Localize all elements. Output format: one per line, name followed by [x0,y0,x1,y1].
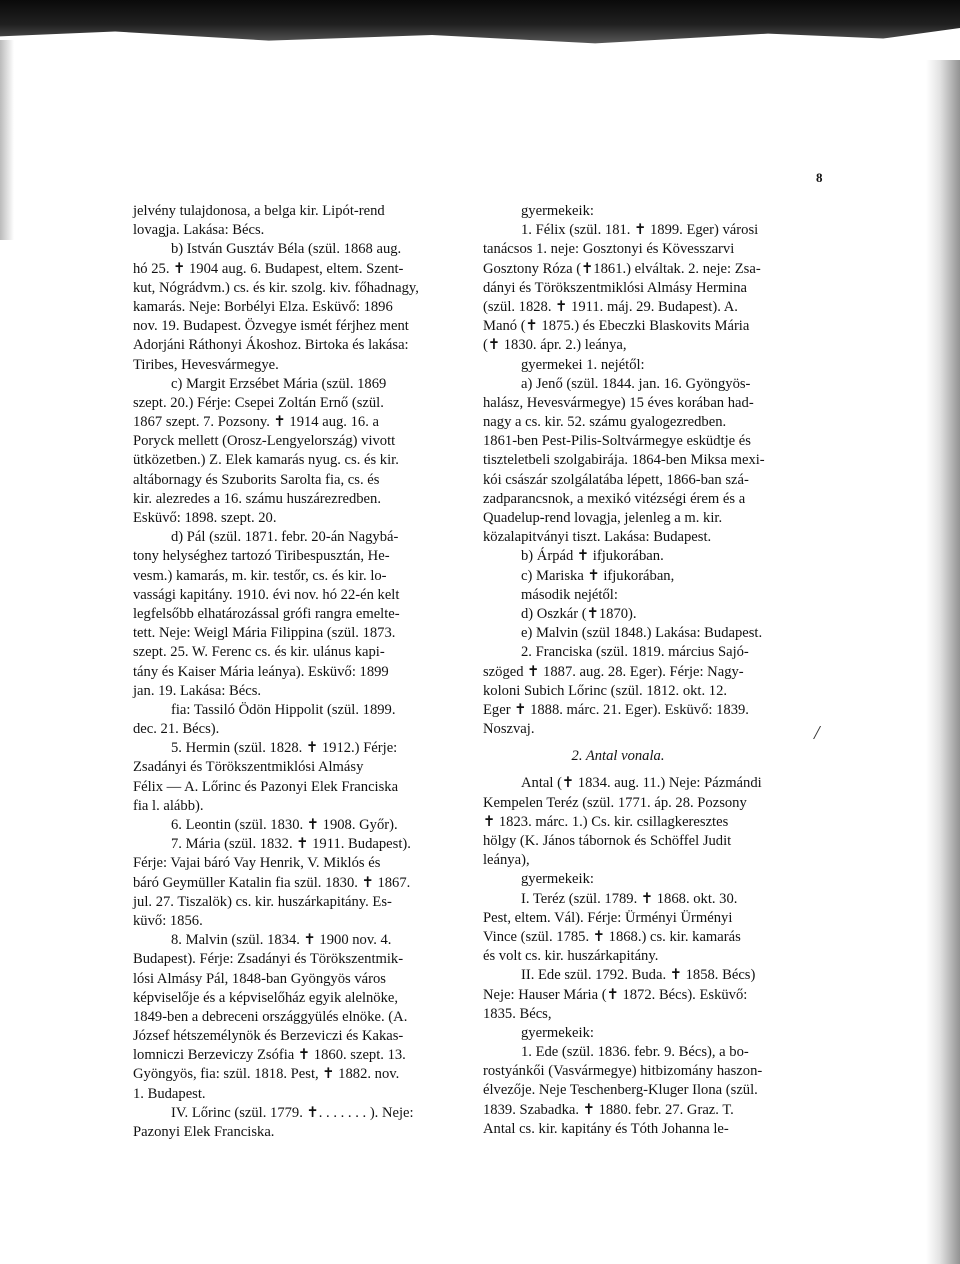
text-line: Gyöngyös, fia: szül. 1818. Pest, ✝ 1882. nov. [133,1066,400,1083]
text-line: Zsadányi és Törökszentmiklósi Almásy [133,759,364,776]
text-line: (szül. 1828. ✝ 1911. máj. 29. Budapest). A. [483,298,738,315]
text-line: Pazonyi Elek Franciska. [133,1124,275,1140]
text-line: leánya), [483,852,530,869]
text-line: Eger ✝ 1888. márc. 21. Eger). Esküvő: 1839. [483,701,749,718]
text-line: Esküvő: 1898. szept. 20. [133,510,277,526]
text-line: élvezője. Neje Teschenberg-Kluger Ilona (szül. [483,1082,758,1099]
text-line: tány és Kaiser Mária leánya). Esküvő: 1899 [133,663,389,680]
text-line: kut, Nógrádvm.) cs. és kir. szolg. kiv. főhadnagy, [133,279,419,296]
text-line: d) Oszkár (✝1870). [521,605,637,622]
text-line: tony helységhez tartozó Tiribespusztán, He- [133,548,390,565]
text-line: koloni Subich Lőrinc (szül. 1812. okt. 12. [483,682,728,699]
text-line: ✝ 1823. márc. 1.) Cs. kir. csillagkeresztes [483,813,729,830]
text-line: Noszvaj. [483,721,535,738]
text-line: hölgy (K. János tábornok és Schöffel Judit [483,833,732,849]
text-line: jan. 19. Lakása: Bécs. [133,682,262,699]
text-line: ütközetben.) Z. Elek kamarás nyug. cs. és kir. [133,452,399,469]
text-line: vassági kapitány. 1910. évi nov. hó 22-én kelt [133,586,400,603]
text-line: kói császár szolgálatába lépett, 1866-ban szá- [483,471,749,488]
text-line: közalapitványi tiszt. Lakása: Budapest. [483,529,712,546]
text-line: dányi és Törökszentmiklósi Almásy Hermina [483,279,747,296]
scan-shadow-right [926,60,960,1264]
margin-mark: / [814,722,820,744]
text-line: (✝ 1830. ápr. 2.) leánya, [483,337,627,354]
text-line: kamarás. Neje: Borbélyi Elza. Esküvő: 1896 [133,298,393,315]
text-line: 1839. Szabadka. ✝ 1880. febr. 27. Graz. T. [483,1101,734,1118]
text-line: 1835. Bécs, [483,1005,552,1022]
text-line: lósi Almásy Pál, 1848-ban Gyöngyös város [133,970,386,987]
text-line: Kempelen Teréz (szül. 1771. áp. 28. Pozsony [483,794,747,811]
text-line: második nejétől: [521,586,618,603]
text-line: e) Malvin (szül 1848.) Lakása: Budapest. [521,625,763,642]
text-line: 1. Ede (szül. 1836. febr. 9. Bécs), a bo- [521,1044,749,1061]
text-line: zadparancsnok, a mexikó vitézségi érem és a [483,490,746,507]
text-line: d) Pál (szül. 1871. febr. 20-án Nagybá- [171,529,399,546]
text-line: halász, Hevesvármegye) 15 éves korában had- [483,394,754,411]
text-line: gyermekeik: [521,203,594,219]
text-line: 6. Leontin (szül. 1830. ✝ 1908. Győr). [171,817,398,833]
text-line: képviselője és a képviselőház egyik alelnöke, [133,989,399,1006]
text-line: fia l. alább). [133,797,204,814]
text-line: nagy a cs. kir. 52. számu gyalogezredben. [483,414,727,431]
text-line: Adorjáni Ráthonyi Ákoshoz. Birtoka és lakása: [133,337,409,354]
text-line: lomniczi Berzeviczy Zsófia ✝ 1860. szept. 13. [133,1047,406,1064]
text-line: lovagja. Lakása: Bécs. [133,222,265,239]
text-line: II. Ede szül. 1792. Buda. ✝ 1858. Bécs) [521,967,756,984]
text-line: Pest, eltem. Vál). Férje: Ürményi Ürményi [483,909,733,926]
scan-shadow-left [0,40,14,240]
text-line: 8. Malvin (szül. 1834. ✝ 1900 nov. 4. [171,932,392,949]
text-line: fia: Tassiló Ödön Hippolit (szül. 1899. [171,701,396,718]
text-line: Neje: Hauser Mária (✝ 1872. Bécs). Esküvő: [483,986,748,1003]
text-line: a) Jenő (szül. 1844. jan. 16. Gyöngyös- [521,375,751,392]
text-line: Antal (✝ 1834. aug. 11.) Neje: Pázmándi [521,775,762,792]
text-line: gyermekeik: [521,871,594,888]
text-line: 7. Mária (szül. 1832. ✝ 1911. Budapest). [171,836,411,853]
text-line: 1. Félix (szül. 181. ✝ 1899. Eger) városi [521,222,759,239]
text-line: Félix — A. Lőrinc és Pazonyi Elek Franciska [133,778,399,795]
text-line: báró Geymüller Katalin fia szül. 1830. ✝ 1867. [133,874,411,891]
text-line: c) Mariska ✝ ifjukorában, [521,567,675,584]
text-line: Vince (szül. 1785. ✝ 1868.) cs. kir. kamarás [483,928,741,945]
scan-shadow-top [0,0,960,70]
text-line: tett. Neje: Weigl Mária Filippina (szül. 1873. [133,625,396,642]
text-line: I. Teréz (szül. 1789. ✝ 1868. okt. 30. [521,890,738,907]
text-line: 2. Franciska (szül. 1819. március Sajó- [521,644,749,661]
text-line: c) Margit Erzsébet Mária (szül. 1869 [171,375,387,392]
text-line: IV. Lőrinc (szül. 1779. ✝. . . . . . . ). Neje: [171,1104,414,1121]
text-line: 1867 szept. 7. Pozsony. ✝ 1914 aug. 16. a [133,414,379,431]
text-line: Poryck mellett (Orosz-Lengyelország) vivott [133,433,396,450]
text-line: b) Árpád ✝ ifjukorában. [521,548,664,565]
text-line: gyermekeik: [521,1024,594,1041]
text-line: 1. Budapest. [133,1085,206,1102]
text-line: tiszteletbeli szolgabirája. 1864-ben Miksa mexi- [483,452,765,469]
section-heading: 2. Antal vonala. [571,748,665,765]
text-line: 1849-ben a debreceni országgyülés elnöke. (A. [133,1008,408,1025]
text-line: szept. 20.) Férje: Csepei Zoltán Ernő (szül. [133,394,384,411]
text-line: Tiribes, Hevesvármegye. [133,356,279,373]
text-line: kir. alezredes a 16. számu huszárezredben. [133,490,381,507]
text-line: jul. 27. Tiszalök) cs. kir. huszárkapitány. Es- [133,893,392,910]
text-line: küvő: 1856. [133,912,203,929]
right-text-column [483,202,765,1139]
text-line: jelvény tulajdonosa, a belga kir. Lipót-rend [133,203,385,219]
text-line: altábornagy és Szuborits Sarolta fia, cs. és [133,471,380,488]
text-line: 5. Hermin (szül. 1828. ✝ 1912.) Férje: [171,740,398,757]
text-line: 1861-ben Pest-Pilis-Soltvármegye esküdtje és [483,433,751,450]
text-line: Manó (✝ 1875.) és Ebeczki Blaskovits Mária [483,318,750,335]
text-line: Antal cs. kir. kapitány és Tóth Johanna le- [483,1120,729,1137]
text-line: hó 25. ✝ 1904 aug. 6. Budapest, eltem. Szent- [133,260,404,277]
text-line: Quadelup-rend lovagja, jelenleg a m. kir. [483,510,723,526]
left-text-column [133,202,441,1142]
text-line: b) István Gusztáv Béla (szül. 1868 aug. [171,241,402,258]
text-line: és volt cs. kir. huszárkapitány. [483,948,659,965]
text-line: gyermekei 1. nejétől: [521,356,645,373]
text-line: Budapest). Férje: Zsadányi és Törökszentmik- [133,951,404,968]
text-line: rostyánkői (Vasvármegye) hitbizomány haszon- [483,1063,763,1080]
text-line: Gosztony Róza (✝1861.) elváltak. 2. neje: Zsa- [483,260,761,277]
text-line: József hétszemélynök és Berzeviczi és Kakas- [133,1028,404,1045]
text-line: legfelsőbb elhatározással grófi rangra emelte- [133,605,400,622]
text-line: szept. 25. W. Ferenc cs. és kir. ulánus kapi- [133,644,385,661]
text-line: vesm.) kamarás, m. kir. testőr, cs. és kir. lo- [133,567,387,584]
text-line: Férje: Vajai báró Vay Henrik, V. Miklós és [133,855,381,872]
text-line: szöged ✝ 1887. aug. 28. Eger). Férje: Nagy- [483,663,744,680]
text-line: dec. 21. Bécs). [133,721,220,738]
text-line: nov. 19. Budapest. Özvegye ismét férjhez ment [133,318,409,335]
text-line: tanácsos 1. neje: Gosztonyi és Kövesszarvi [483,241,735,258]
page-number: 8 [816,170,823,185]
